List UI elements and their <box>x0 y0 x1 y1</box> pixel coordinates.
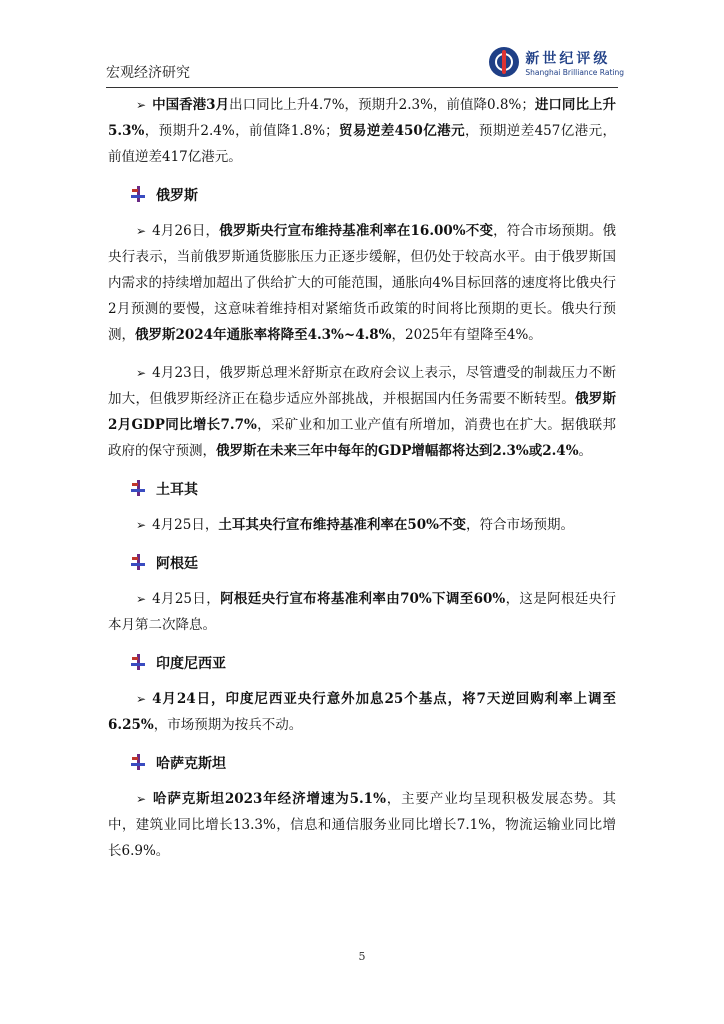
text-bold: 阿根廷央行宣布将基准利率由70%下调至60% <box>220 591 506 607</box>
text: ，预期升2.4%，前值降1.8%； <box>144 123 339 139</box>
text-bold: 贸易逆差450亿港元 <box>338 123 465 139</box>
section-marker-icon <box>130 754 148 772</box>
arrow-bullet-icon: ➢ <box>136 692 147 706</box>
text: ，主要产业均呈现积极发展态势。其中，建筑业同比增长13.3%，信息和通信服务业同比增长7.1%，物流运输业同比增长6.9%。 <box>108 791 617 859</box>
text: ，市场预期为按兵不动。 <box>153 717 303 733</box>
header-divider <box>106 87 618 88</box>
arrow-bullet-icon: ➢ <box>136 592 147 606</box>
text: 4月25日， <box>152 591 221 607</box>
text: ，符合市场预期。 <box>465 517 574 533</box>
section-title: 印度尼西亚 <box>156 656 226 672</box>
section-marker-icon <box>130 186 148 204</box>
page-body <box>108 92 616 864</box>
section-heading-russia <box>130 184 616 206</box>
section-heading-indonesia <box>130 652 616 674</box>
text-bold: 中国香港3月 <box>152 97 230 113</box>
text-bold: 土耳其央行宣布维持基准利率在50%不变 <box>218 517 466 533</box>
section-heading-argentina <box>130 552 616 574</box>
section-title: 阿根廷 <box>156 556 198 572</box>
text: ，这是阿根廷央行本月第二次降息。 <box>108 591 616 633</box>
arrow-bullet-icon: ➢ <box>136 224 147 238</box>
section-marker-icon <box>130 554 148 572</box>
text-bold: 哈萨克斯坦2023年经济增速为5.1% <box>152 791 386 807</box>
page-number: 5 <box>358 950 366 963</box>
section-marker-icon <box>130 654 148 672</box>
brand-logo-icon <box>489 47 519 77</box>
text: 4月23日，俄罗斯总理米舒斯京在政府会议上表示，尽管遭受的制裁压力不断加大，但俄罗斯经济正在稳步适应外部挑战，并根据国内任务需要不断转型。 <box>108 365 616 407</box>
text-bold: 进口同比上升5.3% <box>108 97 616 139</box>
text-bold: 俄罗斯2024年通胀率将降至4.3%~4.8% <box>135 327 392 343</box>
header-title: 宏观经济研究 <box>106 65 190 81</box>
text: ，采矿业和加工业产值有所增加，消费也在扩大。据俄联邦政府的保守预测， <box>108 417 616 459</box>
arrow-bullet-icon: ➢ <box>136 98 147 112</box>
text: ，预期逆差457亿港元，前值逆差417亿港元。 <box>108 123 616 165</box>
section-title: 土耳其 <box>156 482 198 498</box>
text-bold: 4月24日，印度尼西亚央行意外加息25个基点，将7天逆回购利率上调至6.25% <box>108 691 616 733</box>
text: 4月25日， <box>152 517 219 533</box>
paragraph-hongkong <box>108 92 616 170</box>
arrow-bullet-icon: ➢ <box>136 366 147 380</box>
text: 4月26日， <box>152 223 220 239</box>
text: ，2025年有望降至4%。 <box>391 327 542 343</box>
brand-name-cn: 新世纪评级 <box>525 50 611 67</box>
text: ，符合市场预期。俄央行表示，当前俄罗斯通货膨胀压力正逐步缓解，但仍处于较高水平。由于俄罗斯国内需求的持续增加超出了供给扩大的可能范围，通胀向4%目标回落的速度将比俄央行2月预测的要慢，这意味着维持相对紧缩货币政策的时间将比预期的更长。俄央行预测， <box>108 223 616 343</box>
paragraph-turkey <box>108 512 616 538</box>
brand-logo <box>489 40 624 84</box>
brand-name-en: Shanghai Brilliance Rating <box>525 67 624 77</box>
arrow-bullet-icon: ➢ <box>136 792 147 806</box>
arrow-bullet-icon: ➢ <box>136 518 147 532</box>
section-title: 哈萨克斯坦 <box>156 756 226 772</box>
section-heading-kazakhstan <box>130 752 616 774</box>
brand-logo-text <box>525 48 624 77</box>
text: 。 <box>578 443 593 459</box>
page-header <box>106 40 624 88</box>
paragraph-kazakhstan <box>108 786 616 864</box>
paragraph-russia-gdp <box>108 360 616 464</box>
text: 出口同比上升4.7%，预期升2.3%，前值降0.8%； <box>229 97 535 113</box>
paragraph-russia-rate <box>108 218 616 348</box>
section-heading-turkey <box>130 478 616 500</box>
text-bold: 俄罗斯2月GDP同比增长7.7% <box>108 391 617 433</box>
text-bold: 俄罗斯央行宣布维持基准利率在16.00%不变 <box>219 223 494 239</box>
section-title: 俄罗斯 <box>156 188 198 204</box>
section-marker-icon <box>130 480 148 498</box>
paragraph-indonesia <box>108 686 616 738</box>
text-bold: 俄罗斯在未来三年中每年的GDP增幅都将达到2.3%或2.4% <box>216 443 579 459</box>
paragraph-argentina <box>108 586 616 638</box>
